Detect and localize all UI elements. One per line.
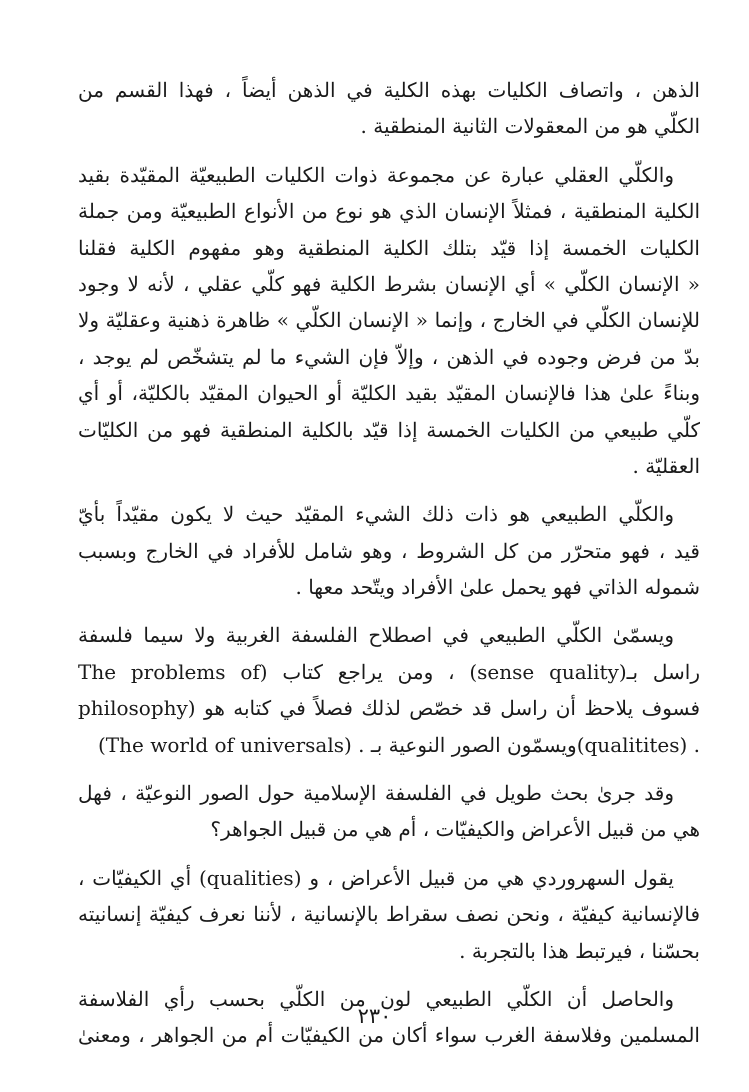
paragraph-gap: [78, 848, 700, 860]
text-line: هي من قبيل الأعراض والكيفيّات ، أم هي من قبيل الجواهر؟: [210, 817, 700, 842]
text-line: « الإنسان الكلّي » أي الإنسان بشرط الكلية فهو كلّي عقلي ، لأنه لا وجود: [78, 271, 700, 296]
text-line: للإنسان الكلّي في الخارج ، وإنما « الإنسان الكلّي » ظاهرة ذهنية وعقليّة ولا: [78, 308, 700, 333]
paragraph-6: [78, 860, 700, 969]
text-line: philosophy) فسوف يلاحظ أن راسل قد خصّص لذلك فصلاً في كتابه هو: [78, 696, 700, 721]
text-line: قيد ، فهو متحرّر من كل الشروط ، وهو شامل للأفراد في الخارج وبسبب: [78, 538, 700, 563]
text-line: راسل بـ(sense quality) ، ومن يراجع كتاب (The problems of: [78, 659, 700, 684]
text-line: العقليّة .: [632, 453, 700, 478]
text-line: والحاصل أن الكلّي الطبيعي لون من الكلّي بحسب رأي الفلاسفة: [78, 986, 674, 1011]
paragraph-5: [78, 775, 700, 848]
text-line: بحسّنا ، فيرتبط هذا بالتجربة .: [459, 938, 700, 963]
text-line: كلّي طبيعي من الكليات الخمسة إذا قيّد بالكلية المنطقية فهو من الكليّات: [78, 417, 700, 442]
paragraph-gap: [78, 145, 700, 157]
text-line: ويسمّىٰ الكلّي الطبيعي في اصطلاح الفلسفة الغربية ولا سيما فلسفة: [78, 623, 674, 648]
text-line: وقد جرىٰ بحث طويل في الفلسفة الإسلامية حول الصور النوعيّة ، فهل: [78, 781, 674, 806]
text-line: فالإنسانية كيفيّة ، ونحن نصف سقراط بالإنسانية ، لأننا نعرف كيفيّة إنسانيته: [78, 902, 700, 927]
text-line: الذهن ، واتصاف الكليات بهذه الكلية في الذهن أيضاً ، فهذا القسم من: [78, 78, 700, 102]
text-line: والكلّي العقلي عبارة عن مجموعة ذوات الكليات الطبيعيّة المقيّدة بقيد: [78, 162, 674, 187]
book-page: [78, 72, 700, 1072]
text-line: شموله الذاتي فهو يحمل علىٰ الأفراد ويتّحد معها .: [295, 575, 700, 600]
page-number: ٢٣٠: [357, 1004, 392, 1028]
text-line: والكلّي الطبيعي هو ذات ذلك الشيء المقيّد حيث لا يكون مقيّداً بأيّ: [78, 502, 674, 527]
paragraph-2: [78, 157, 700, 485]
text-line: وبناءً علىٰ هذا فالإنسان المقيّد بقيد الكليّة أو الحيوان المقيّد بالكليّة، أو أي: [78, 381, 700, 406]
text-line: الكليات الخمسة إذا قيّد بتلك الكلية المنطقية وهو مفهوم الكلية فقلنا: [78, 235, 700, 260]
paragraph-gap: [78, 605, 700, 617]
text-line: بدّ من فرض وجوده في الذهن ، وإلاّ فإن الشيء ما لم يتشخّص لم يوجد ،: [78, 344, 700, 369]
text-line: يقول السهروردي هي من قبيل الأعراض ، و (qualities) أي الكيفيّات ،: [78, 865, 674, 890]
text-line: (The world of universals) . ويسمّون الصور النوعية بـ(qualitites) .: [97, 732, 700, 757]
paragraph-1: [78, 72, 700, 145]
paragraph-gap: [78, 763, 700, 775]
paragraph-4: [78, 617, 700, 763]
paragraph-3: [78, 496, 700, 605]
text-line: المسلمين وفلاسفة الغرب سواء أكان من الكيفيّات أم من الجواهر ، ومعنىٰ: [78, 1023, 700, 1048]
text-line: الكلية المنطقية ، فمثلاً الإنسان الذي هو نوع من الأنواع الطبيعيّة ومن جملة: [78, 199, 700, 224]
text-line: الكلّي هو من المعقولات الثانية المنطقية .: [360, 114, 700, 139]
paragraph-gap: [78, 969, 700, 981]
paragraph-gap: [78, 484, 700, 496]
